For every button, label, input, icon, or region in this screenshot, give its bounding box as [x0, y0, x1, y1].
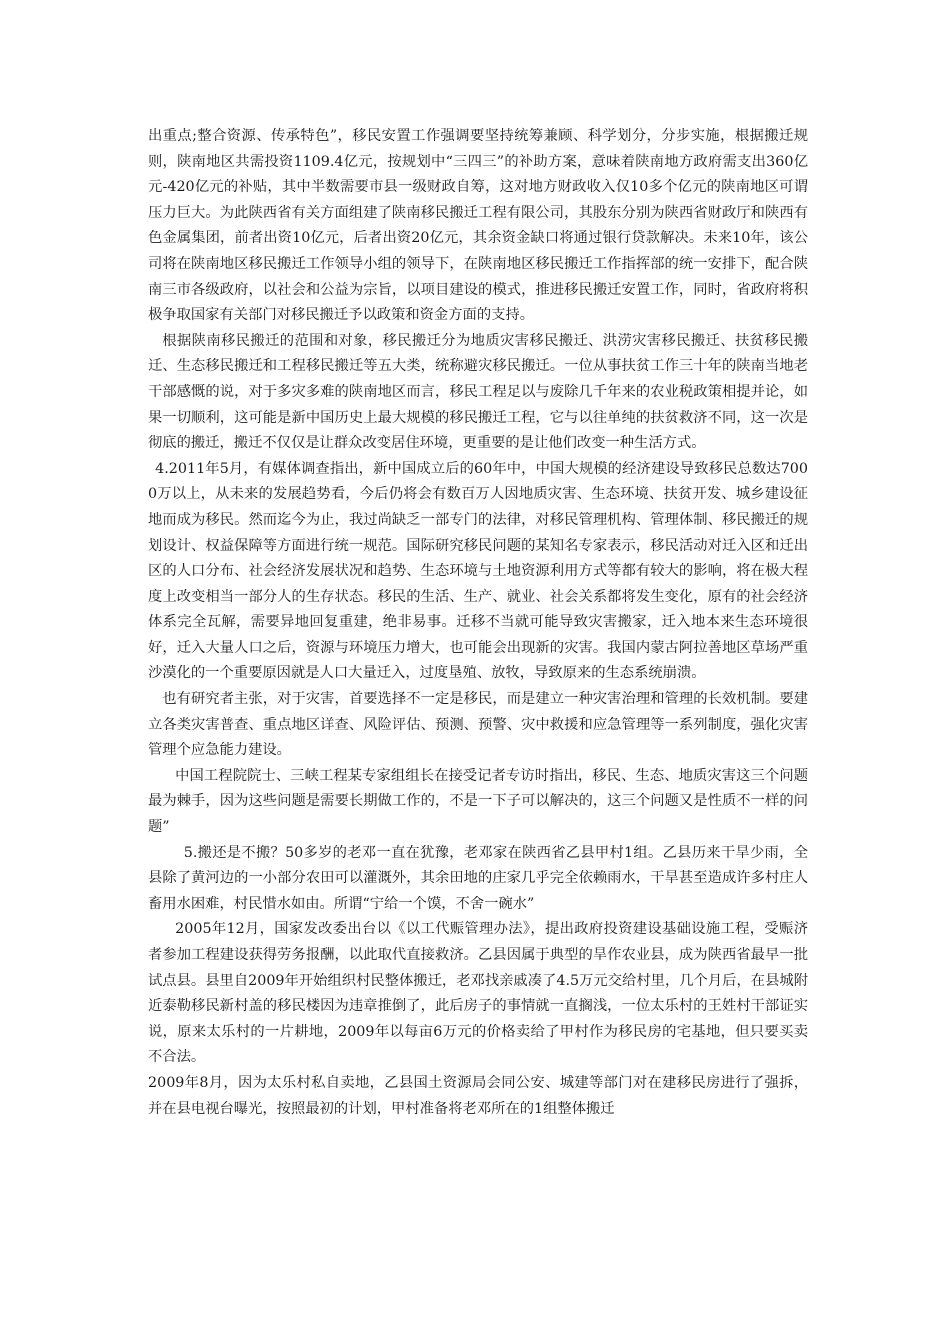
- paragraph-4: 也有研究者主张，对于灾害，首要选择不一定是移民，而是建立一种灾害治理和管理的长效机制。要建立各类灾害普查、重点地区详查、风险评估、预测、预警、灾中救援和应急管理等一系列制度，强化灾害管理个应急能力建设。: [148, 691, 808, 759]
- paragraph-8: 2009年8月，因为太乐村私自卖地，乙县国土资源局会同公安、城建等部门对在建移民房进行了强拆，并在县电视台曝光，按照最初的计划，甲村准备将老邓所在的1组整体搬迁: [148, 1074, 808, 1117]
- document-body: [148, 124, 808, 1122]
- paragraph-1: 出重点;整合资源、传承特色”，移民安置工作强调要坚持统筹兼顾、科学划分，分步实施，根据搬迁规则，陕南地区共需投资1109.4亿元，按规划中“三四三”的补助方案，意味着陕南地方政府需支出360亿元-420亿元的补贴，其中半数需要市县一级财政自筹，这对地方财政收入仅10多个亿元的陕南地区可谓压力巨大。为此陕西省有关方面组建了陕南移民搬迁工程有限公司，其股东分别为陕西省财政厅和陕西有色金属集团，前者出资10亿元，后者出资20亿元，其余资金缺口将通过银行贷款解决。未来10年，该公司将在陕南地区移民搬迁工作领导小组的领导下，在陕南地区移民搬迁工作指挥部的统一安排下，配合陕南三市各级政府，以社会和公益为宗旨，以项目建设的模式，推进移民搬迁安置工作，同时，省政府将积极争取国家有关部门对移民搬迁予以政策和资金方面的支持。: [148, 128, 808, 324]
- paragraph-3: 4.2011年5月，有媒体调查指出，新中国成立后的60年中，中国大规模的经济建设导致移民总数达7000万以上，从未来的发展趋势看，今后仍将会有数百万人因地质灾害、生态环境、扶贫开发、城乡建设征地而成为移民。然而迄今为止，我过尚缺乏一部专门的法律，对移民管理机构、管理体制、移民搬迁的规划设计、权益保障等方面进行统一规范。国际研究移民问题的某知名专家表示，移民活动对迁入区和迁出区的人口分布、社会经济发展状况和趋势、生态环境与土地资源利用方式等都有较大的影响，将在极大程度上改变相当一部分人的生存状态。移民的生活、生产、就业、社会关系都将发生变化，原有的社会经济体系完全瓦解，需要异地回复重建，绝非易事。迁移不当就可能导致灾害搬家，迁入地本来生态环境很好，迁入大量人口之后，资源与环境压力增大，也可能会出现新的灾害。我国内蒙古阿拉善地区草场严重沙漠化的一个重要原因就是人口大量迁入，过度垦殖、放牧，导致原来的生态系统崩溃。: [148, 460, 808, 682]
- paragraph-2: 根据陕南移民搬迁的范围和对象，移民搬迁分为地质灾害移民搬迁、洪涝灾害移民搬迁、扶贫移民搬迁、生态移民搬迁和工程移民搬迁等五大类，统称避灾移民搬迁。一位从事扶贫工作三十年的陕南当地老干部感慨的说，对于多灾多难的陕南地区而言，移民工程足以与废除几千年来的农业税政策相提并论，如果一切顺利，这可能是新中国历史上最大规模的移民搬迁工程，它与以往单纯的扶贫救济不同，这一次是彻底的搬迁，搬迁不仅仅是让群众改变居住环境，更重要的是让他们改变一种生活方式。: [148, 332, 808, 452]
- paragraph-5: 中国工程院院士、三峡工程某专家组组长在接受记者专访时指出，移民、生态、地质灾害这三个问题最为棘手，因为这些问题是需要长期做工作的，不是一下子可以解决的，这三个问题又是性质不一样的问题”: [148, 767, 808, 836]
- paragraph-6: 5.搬还是不搬？50多岁的老邓一直在犹豫，老邓家在陕西省乙县甲村1组。乙县历来干旱少雨，全县除了黄河边的一小部分农田可以灌溉外，其余田地的庄家几乎完全依赖雨水，干旱甚至造成许多村庄人畜用水困难，村民惜水如由。所谓“宁给一个馍，不舍一碗水”: [148, 844, 808, 912]
- paragraph-7: 2005年12月，国家发改委出台以《以工代赈管理办法》，提出政府投资建设基础设施工程，受赈济者参加工程建设获得劳务报酬，以此取代直接救济。乙县因属于典型的旱作农业县，成为陕西省最早一批试点县。县里自2009年开始组织村民整体搬迁，老邓找亲戚凑了4.5万元交给村里，几个月后，在县城附近泰勒移民新村盖的移民楼因为违章推倒了，此后房子的事情就一直搁浅，一位太乐村的王姓村干部证实说，原来太乐村的一片耕地，2009年以每亩6万元的价格卖给了甲村作为移民房的宅基地，但只要买卖不合法。: [148, 921, 808, 1066]
